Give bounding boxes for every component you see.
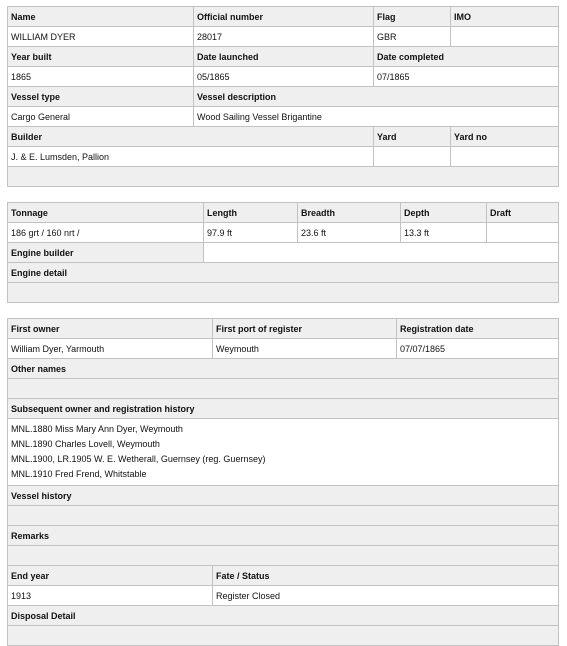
vessel-description-header: Vessel description	[194, 87, 559, 107]
length-header: Length	[204, 203, 298, 223]
vessel-description-value: Wood Sailing Vessel Brigantine	[194, 107, 559, 127]
yard-value	[374, 147, 451, 167]
fate-status-header: Fate / Status	[213, 566, 559, 586]
first-port-value: Weymouth	[213, 339, 397, 359]
history-row	[8, 419, 559, 486]
engine-builder-header: Engine builder	[8, 243, 204, 263]
fate-status-value: Register Closed	[213, 586, 559, 606]
history-line: MNL.1890 Charles Lovell, Weymouth	[11, 439, 160, 449]
header-row	[8, 359, 559, 379]
yard-header: Yard	[374, 127, 451, 147]
header-row	[8, 7, 559, 27]
yard-no-value	[451, 147, 559, 167]
end-year-value: 1913	[8, 586, 213, 606]
tonnage-header: Tonnage	[8, 203, 204, 223]
vessel-history-header: Vessel history	[8, 486, 559, 506]
name-value: WILLIAM DYER	[8, 27, 194, 47]
breadth-header: Breadth	[298, 203, 401, 223]
disposal-detail-header: Disposal Detail	[8, 606, 559, 626]
header-row	[8, 486, 559, 506]
year-built-header: Year built	[8, 47, 194, 67]
header-row	[8, 47, 559, 67]
official-number-header: Official number	[194, 7, 374, 27]
value-row	[8, 107, 559, 127]
other-names-row	[8, 379, 559, 399]
imo-header: IMO	[451, 7, 559, 27]
imo-value	[451, 27, 559, 47]
official-number-value: 28017	[194, 27, 374, 47]
value-row	[8, 339, 559, 359]
engine-builder-value	[204, 243, 559, 263]
header-row	[8, 399, 559, 419]
subsequent-history-header: Subsequent owner and registration history	[8, 399, 559, 419]
disposal-detail-value	[8, 626, 559, 646]
other-names-value	[8, 379, 559, 399]
tonnage-value: 186 grt / 160 nrt /	[8, 223, 204, 243]
flag-header: Flag	[374, 7, 451, 27]
remarks-header: Remarks	[8, 526, 559, 546]
date-launched-header: Date launched	[194, 47, 374, 67]
registration-date-value: 07/07/1865	[397, 339, 559, 359]
header-row	[8, 87, 559, 107]
value-row	[8, 223, 559, 243]
value-row	[8, 147, 559, 167]
remarks-row	[8, 546, 559, 566]
header-row	[8, 526, 559, 546]
vessel-type-value: Cargo General	[8, 107, 194, 127]
header-row	[8, 566, 559, 586]
year-built-value: 1865	[8, 67, 194, 87]
engine-detail-header: Engine detail	[8, 263, 559, 283]
date-completed-value: 07/1865	[374, 67, 559, 87]
dimensions-table	[7, 202, 559, 303]
builder-value: J. & E. Lumsden, Pallion	[8, 147, 374, 167]
first-port-header: First port of register	[213, 319, 397, 339]
history-cell	[8, 419, 559, 486]
header-row	[8, 319, 559, 339]
draft-header: Draft	[487, 203, 559, 223]
depth-header: Depth	[401, 203, 487, 223]
builder-header: Builder	[8, 127, 374, 147]
header-row	[8, 127, 559, 147]
registration-date-header: Registration date	[397, 319, 559, 339]
spacer-row	[8, 167, 559, 187]
engine-builder-row	[8, 243, 559, 263]
yard-no-header: Yard no	[451, 127, 559, 147]
header-row	[8, 606, 559, 626]
vessel-table	[7, 6, 559, 187]
engine-detail-row	[8, 283, 559, 303]
disposal-detail-row	[8, 626, 559, 646]
value-row	[8, 67, 559, 87]
vessel-type-header: Vessel type	[8, 87, 194, 107]
name-header: Name	[8, 7, 194, 27]
spacer-cell	[8, 167, 559, 187]
history-line: MNL.1900, LR.1905 W. E. Wetherall, Guernsey (reg. Guernsey)	[11, 454, 266, 464]
depth-value: 13.3 ft	[401, 223, 487, 243]
length-value: 97.9 ft	[204, 223, 298, 243]
value-row	[8, 586, 559, 606]
vessel-history-value	[8, 506, 559, 526]
remarks-value	[8, 546, 559, 566]
other-names-header: Other names	[8, 359, 559, 379]
vessel-history-row	[8, 506, 559, 526]
header-row	[8, 263, 559, 283]
date-completed-header: Date completed	[374, 47, 559, 67]
header-row	[8, 203, 559, 223]
history-line: MNL.1880 Miss Mary Ann Dyer, Weymouth	[11, 424, 183, 434]
breadth-value: 23.6 ft	[298, 223, 401, 243]
end-year-header: End year	[8, 566, 213, 586]
history-line: MNL.1910 Fred Frend, Whitstable	[11, 469, 147, 479]
registry-table	[7, 318, 559, 646]
first-owner-header: First owner	[8, 319, 213, 339]
date-launched-value: 05/1865	[194, 67, 374, 87]
engine-detail-value	[8, 283, 559, 303]
first-owner-value: William Dyer, Yarmouth	[8, 339, 213, 359]
value-row	[8, 27, 559, 47]
draft-value	[487, 223, 559, 243]
flag-value: GBR	[374, 27, 451, 47]
